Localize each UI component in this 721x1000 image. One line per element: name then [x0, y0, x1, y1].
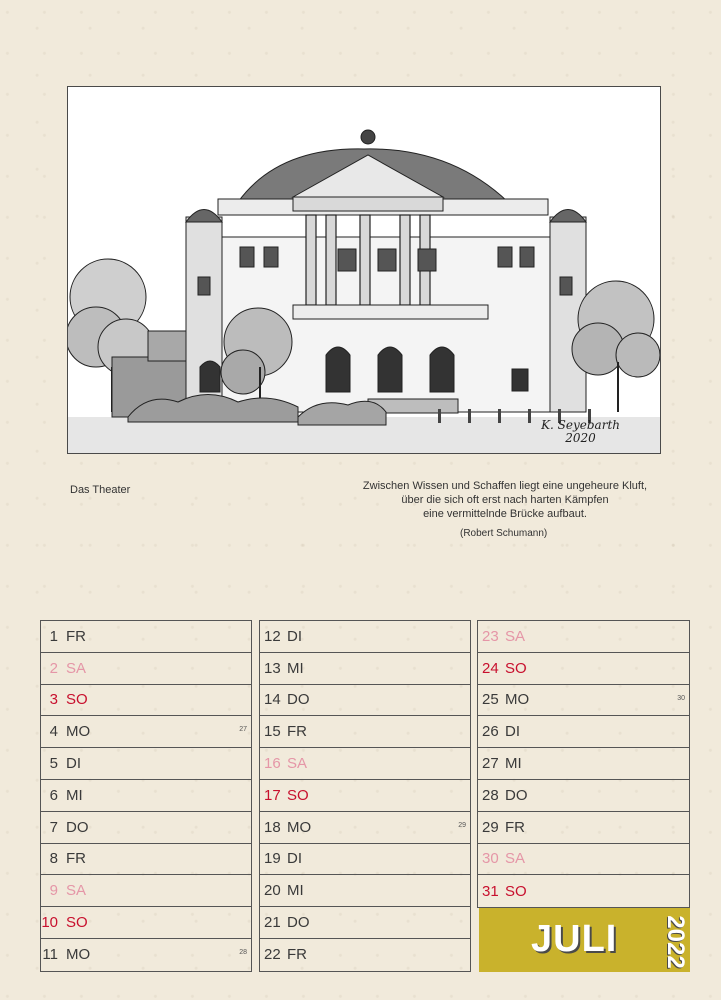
weekday-label: FR	[287, 946, 307, 964]
day-row	[478, 653, 689, 685]
weekday-label: SO	[505, 659, 527, 677]
day-row	[478, 812, 689, 844]
day-row	[478, 621, 689, 653]
weekday-label: FR	[66, 850, 86, 868]
day-number: 6	[49, 786, 58, 804]
day-row	[478, 685, 689, 717]
quote-author: (Robert Schumann)	[460, 528, 548, 539]
day-number: 29	[482, 818, 499, 836]
artist-signature	[541, 419, 620, 445]
weekday-label: DI	[66, 755, 81, 773]
weekday-label: DI	[287, 627, 302, 645]
day-row	[478, 748, 689, 780]
weekday-label: SO	[66, 914, 88, 932]
weekday-label: SA	[505, 627, 526, 645]
day-row	[478, 716, 689, 748]
month-title: JULI	[531, 918, 618, 960]
day-row	[260, 621, 470, 653]
weekday-label: MO	[66, 723, 91, 741]
day-number: 25	[482, 691, 499, 709]
day-number: 10	[41, 914, 58, 932]
quote-line-2: über die sich oft erst nach harten Kämpfen	[401, 494, 609, 506]
day-row	[41, 844, 251, 876]
weekday-label: SA	[66, 882, 87, 900]
day-number: 12	[264, 627, 281, 645]
quote-line-3: eine vermittelnde Brücke aufbaut.	[423, 508, 587, 520]
day-number: 19	[264, 850, 281, 868]
day-number: 13	[264, 659, 281, 677]
weekday-label: MI	[66, 786, 83, 804]
day-row	[41, 685, 251, 717]
weekday-label: SO	[66, 691, 88, 709]
week-number: 29	[458, 821, 466, 829]
day-row	[260, 748, 470, 780]
day-number: 15	[264, 723, 281, 741]
weekday-label: SA	[287, 755, 308, 773]
day-row	[260, 875, 470, 907]
day-number: 3	[49, 691, 58, 709]
day-number: 30	[482, 850, 499, 868]
day-number: 9	[49, 882, 58, 900]
day-row	[260, 685, 470, 717]
day-column-1	[40, 620, 252, 972]
day-column-2	[259, 620, 471, 972]
day-number: 4	[49, 723, 58, 741]
week-number: 28	[239, 948, 247, 956]
day-row	[41, 907, 251, 939]
weekday-label: DO	[287, 691, 310, 709]
weekday-label: MO	[66, 946, 91, 964]
day-number: 22	[264, 946, 281, 964]
day-number: 18	[264, 818, 281, 836]
year-label-wrap	[662, 908, 688, 972]
week-number: 30	[677, 694, 685, 702]
weekday-label: SO	[505, 882, 527, 900]
weekday-label: MI	[287, 659, 304, 677]
signature-name: K. Seyebarth	[541, 418, 620, 432]
day-number: 31	[482, 882, 499, 900]
day-row	[478, 875, 689, 907]
weekday-label: SA	[505, 850, 526, 868]
day-row	[41, 875, 251, 907]
day-number: 14	[264, 691, 281, 709]
day-number: 7	[49, 818, 58, 836]
day-row	[41, 939, 251, 971]
weekday-label: FR	[66, 627, 86, 645]
day-number: 27	[482, 755, 499, 773]
day-number: 16	[264, 755, 281, 773]
day-number: 23	[482, 627, 499, 645]
day-number: 5	[49, 755, 58, 773]
year-label: 2022	[662, 915, 689, 969]
day-number: 1	[49, 627, 58, 645]
day-row	[260, 653, 470, 685]
weekday-label: SA	[66, 659, 87, 677]
day-number: 11	[42, 946, 58, 964]
day-row	[260, 907, 470, 939]
day-number: 8	[49, 850, 58, 868]
day-row	[260, 780, 470, 812]
weekday-label: MI	[505, 755, 522, 773]
signature-year: 2020	[565, 431, 596, 445]
week-number: 27	[239, 726, 247, 734]
day-number: 17	[264, 786, 281, 804]
day-row	[41, 621, 251, 653]
day-number: 21	[264, 914, 281, 932]
day-row	[260, 716, 470, 748]
day-row	[260, 939, 470, 971]
day-row	[41, 653, 251, 685]
day-row	[41, 780, 251, 812]
weekday-label: FR	[505, 818, 525, 836]
day-number: 2	[49, 659, 58, 677]
quote-line-1: Zwischen Wissen und Schaffen liegt eine ungeheure Kluft,	[362, 480, 648, 492]
day-number: 26	[482, 723, 499, 741]
day-row	[478, 780, 689, 812]
weekday-label: DO	[505, 786, 528, 804]
day-number: 20	[264, 882, 281, 900]
day-row	[260, 844, 470, 876]
month-banner	[479, 908, 690, 972]
theater-illustration	[67, 86, 661, 454]
day-number: 28	[482, 786, 499, 804]
weekday-label: DI	[287, 850, 302, 868]
day-row	[41, 748, 251, 780]
weekday-label: MO	[287, 818, 312, 836]
day-row	[41, 716, 251, 748]
theater-drawing	[68, 87, 660, 453]
quote	[330, 479, 680, 521]
picture-caption: Das Theater	[70, 484, 131, 496]
weekday-label: MI	[287, 882, 304, 900]
weekday-label: DO	[287, 914, 310, 932]
day-row	[41, 812, 251, 844]
day-row	[260, 812, 470, 844]
weekday-label: DI	[505, 723, 520, 741]
weekday-label: SO	[287, 786, 309, 804]
weekday-label: DO	[66, 818, 89, 836]
day-number: 24	[482, 659, 499, 677]
weekday-label: MO	[505, 691, 530, 709]
weekday-label: FR	[287, 723, 307, 741]
day-row	[478, 844, 689, 876]
day-column-3	[477, 620, 690, 908]
